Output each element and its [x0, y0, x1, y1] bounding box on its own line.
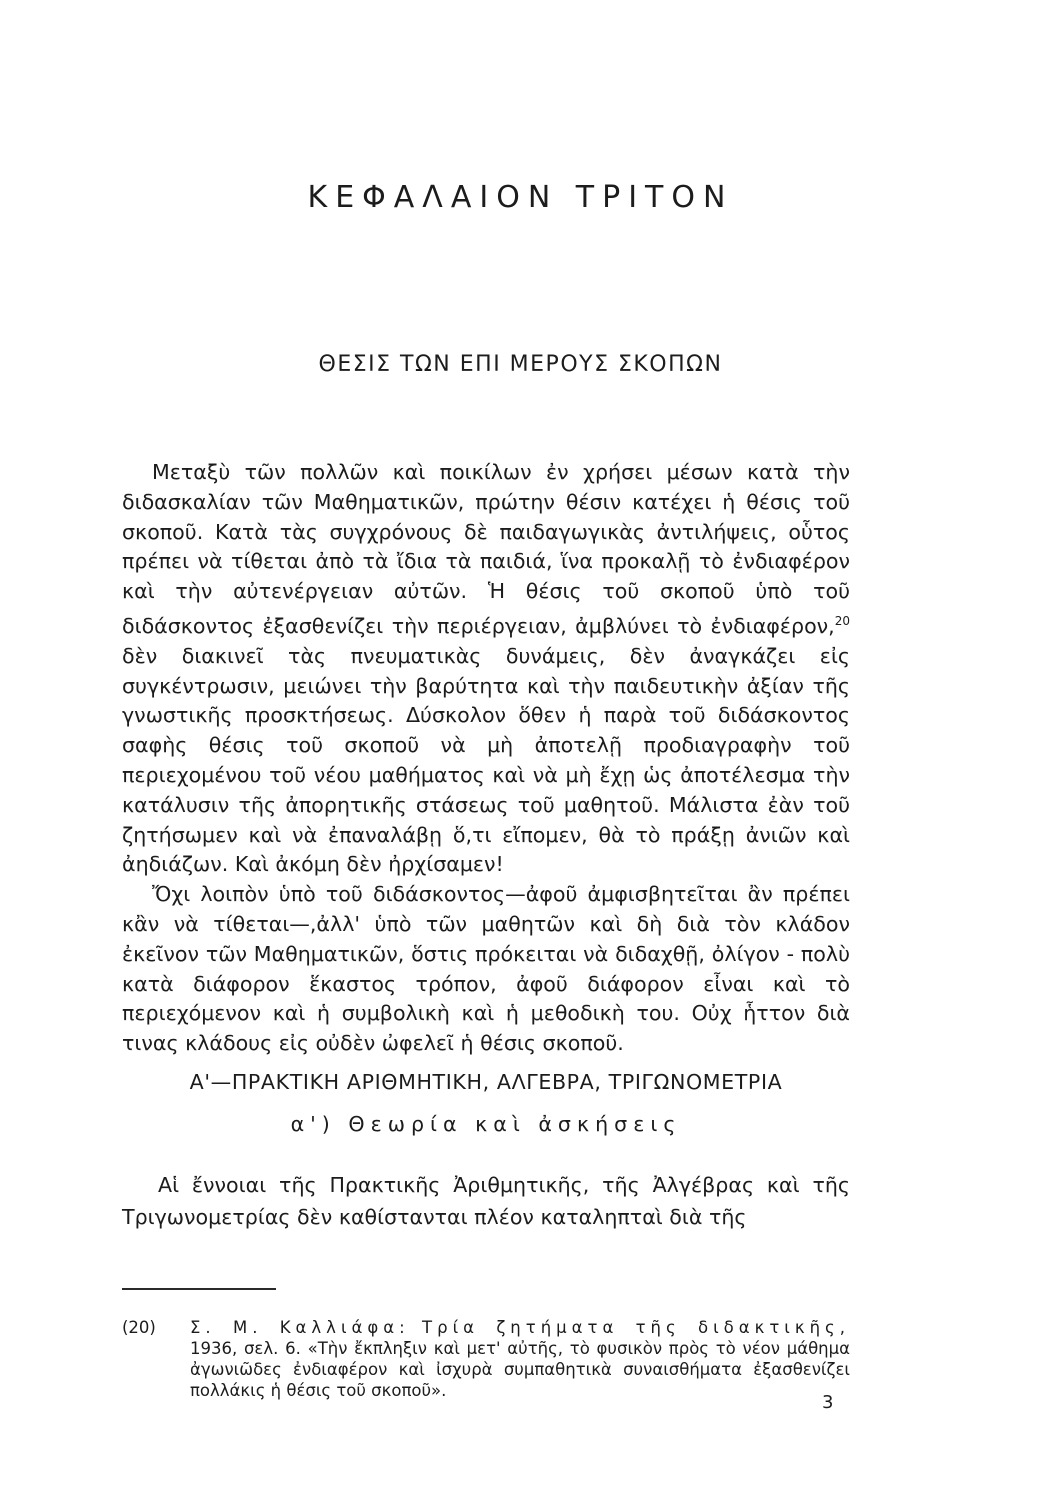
- subsection-heading: α') Θεωρία καὶ ἀσκήσεις: [290, 1112, 682, 1136]
- chapter-title: ΚΕΦΑΛΑΙΟΝ ΤΡΙΤΟΝ: [307, 180, 734, 215]
- section-text: [122, 1169, 850, 1233]
- paragraph-1: [122, 458, 850, 880]
- footnote-book-title: Τρία ζητήματα τῆς διδακτικῆς,: [422, 1318, 850, 1337]
- footnote: [122, 1317, 850, 1401]
- paragraph-2: Ὄχι λοιπὸν ὑπὸ τοῦ διδάσκοντος—ἀφοῦ ἀμφισβητεῖται ἂν πρέπει κἂν νὰ τίθεται—,ἀλλ' ὑπὸ τῶν μαθητῶν καὶ δὴ διὰ τὸν κλάδον ἐκεῖνον τῶν Μαθηματικῶν, ὅστις πρόκειται νὰ διδαχθῇ, ὀλίγον - πολὺ κατὰ διάφορον ἕκαστος τρόπον, ἀφοῦ διάφορον εἶναι καὶ τὸ περιεχόμενον καὶ ἡ συμβολικὴ καὶ ἡ μεθοδικὴ του. Οὐχ ἧττον διὰ τινας κλάδους εἰς οὐδὲν ὠφελεῖ ἡ θέσις σκοποῦ.: [122, 882, 850, 1056]
- footnote-body: 1936, σελ. 6. «Τὴν ἔκπληξιν καὶ μετ' αὐτῆς, τὸ φυσικὸν πρὸς τὸ νέον μάθημα ἀγωνιῶδες ἐνδιαφέρον καὶ ἰσχυρὰ συμπαθητικὰ συναισθήματα ἐξασθενίζει πολλάκις ἡ θέσις τοῦ σκοποῦ».: [190, 1339, 850, 1400]
- footnote-reference: 20: [834, 613, 850, 628]
- paragraph-3: Αἱ ἔννοιαι τῆς Πρακτικῆς Ἀριθμητικῆς, τῆς Ἀλγέβρας καὶ τῆς Τριγωνομετρίας δὲν καθίστανται πλέον καταληπταὶ διὰ τῆς: [122, 1173, 850, 1229]
- paragraph-1-part-b: δὲν διακινεῖ τὰς πνευματικὰς δυνάμεις, δὲν ἀναγκάζει εἰς συγκέντρωσιν, μειώνει τὴν βαρύτητα καὶ τὴν παιδευτικὴν ἀξίαν τῆς γνωστικῆς προσκτήσεως. Δύσκολον ὅθεν ἡ παρὰ τοῦ διδάσκοντος σαφὴς θέσις τοῦ σκοποῦ νὰ μὴ ἀποτελῇ προδιαγραφὴν τοῦ περιεχομένου τοῦ νέου μαθήματος καὶ νὰ μὴ ἔχῃ ὡς ἀποτέλεσμα τὴν κατάλυσιν τῆς ἀπορητικῆς στάσεως τοῦ μαθητοῦ. Μάλιστα ἐὰν τοῦ ζητήσωμεν καὶ νὰ ἐπαναλάβῃ ὅ,τι εἴπομεν, θὰ τὸ πράξῃ ἀνιῶν καὶ ἀηδιάζων. Καὶ ἀκόμη δὲν ἠρχίσαμεν!: [122, 643, 850, 877]
- footnote-text: [190, 1317, 850, 1401]
- page-number: 3: [822, 1392, 834, 1413]
- chapter-subtitle: ΘΕΣΙΣ ΤΩΝ ΕΠΙ ΜΕΡΟΥΣ ΣΚΟΠΩΝ: [318, 352, 723, 377]
- section-heading: Α'—ΠΡΑΚΤΙΚΗ ΑΡΙΘΜΗΤΙΚΗ, ΑΛΓΕΒΡΑ, ΤΡΙΓΩΝΟΜΕΤΡΙΑ: [189, 1070, 783, 1094]
- footnote-divider: [122, 1288, 276, 1290]
- main-text: [122, 458, 850, 1059]
- footnote-number: (20): [122, 1318, 156, 1337]
- paragraph-1-part-a: Μεταξὺ τῶν πολλῶν καὶ ποικίλων ἐν χρήσει μέσων κατὰ τὴν διδασκαλίαν τῶν Μαθηματικῶν, πρώτην θέσιν κατέχει ἡ θέσις τοῦ σκοποῦ. Κατὰ τὰς συγχρόνους δὲ παιδαγωγικὰς ἀντιλήψεις, οὗτος πρέπει νὰ τίθεται ἀπὸ τὰ ἴδια τὰ παιδιά, ἵνα προκαλῇ τὸ ἐνδιαφέρον καὶ τὴν αὐτενέργειαν αὐτῶν. Ἡ θέσις τοῦ σκοποῦ ὑπὸ τοῦ διδάσκοντος ἐξασθενίζει τὴν περιέργειαν, ἀμβλύνει τὸ ἐνδιαφέρον,: [122, 460, 850, 638]
- footnote-author: Σ. Μ. Καλλιάφα:: [190, 1318, 410, 1337]
